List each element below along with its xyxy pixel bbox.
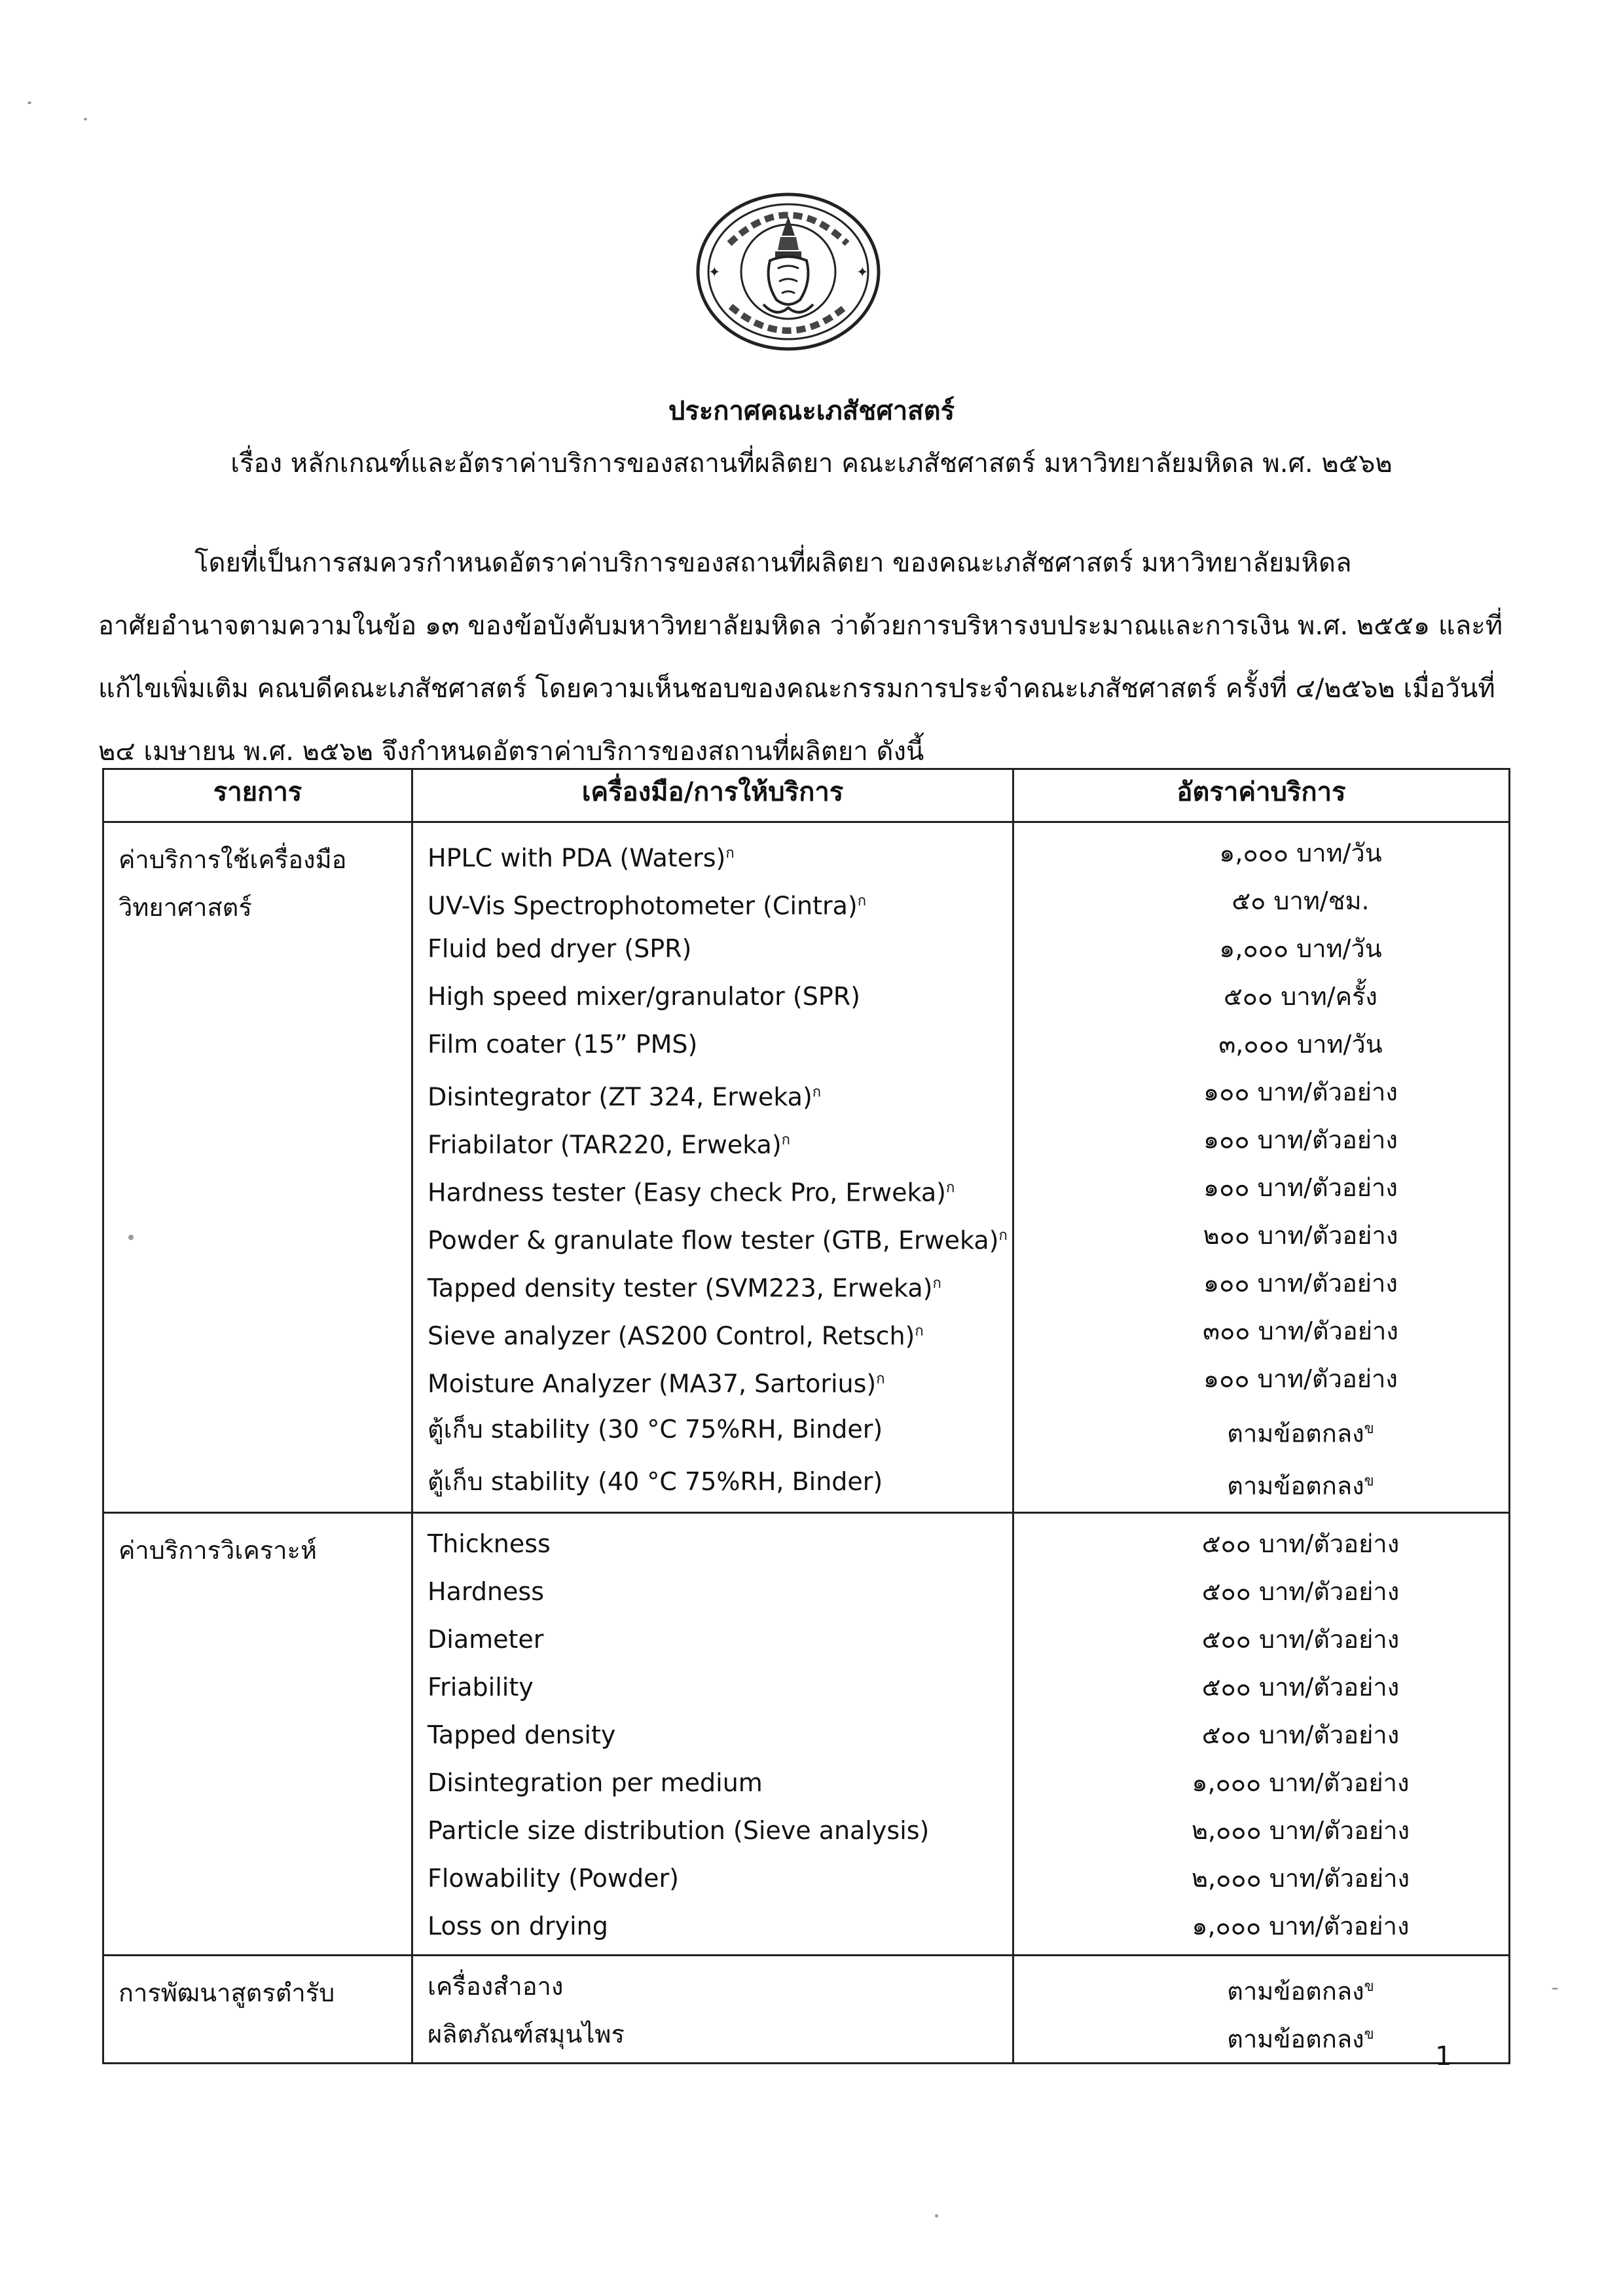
service-name: Hardness tester (Easy check Pro, Erweka) — [428, 1178, 946, 1207]
scan-speck — [935, 2214, 938, 2217]
service-name: ตู้เก็บ stability (40 °C 75%RH, Binder) — [428, 1467, 883, 1496]
service-rate — [1014, 1212, 1508, 1260]
service-rate — [1014, 1903, 1508, 1950]
service-name: เครื่องสำอาง — [428, 1972, 564, 2001]
service-item — [413, 829, 1012, 877]
service-name: Moisture Analyzer (MA37, Sartorius) — [428, 1369, 877, 1398]
service-name: Hardness — [428, 1577, 544, 1606]
rate-table — [102, 768, 1510, 2064]
rate-value: ๑,๐๐๐ บาท/ตัวอย่าง — [1192, 1912, 1410, 1941]
service-name: Flowability (Powder) — [428, 1864, 679, 1893]
service-item — [413, 1664, 1012, 1711]
service-item — [413, 1855, 1012, 1903]
category-cell — [103, 1513, 412, 1956]
service-rate — [1014, 1260, 1508, 1307]
service-rate — [1014, 1355, 1508, 1403]
rate-value: ๕๐๐ บาท/ตัวอย่าง — [1201, 1673, 1400, 1702]
service-cell — [412, 1956, 1013, 2064]
category-label: การพัฒนาสูตรตำรับ — [119, 1978, 335, 2007]
service-item — [413, 2011, 1012, 2058]
service-item — [413, 877, 1012, 925]
rate-value: ๑๐๐ บาท/ตัวอย่าง — [1203, 1125, 1398, 1154]
service-name: Film coater (15” PMS) — [428, 1030, 698, 1059]
category-cell — [103, 1956, 412, 2064]
service-item — [413, 973, 1012, 1021]
service-rate — [1014, 829, 1508, 877]
footnote-marker: ก — [945, 1180, 955, 1196]
service-name: Powder & granulate flow tester (GTB, Erweka) — [428, 1226, 999, 1255]
rate-value: ๕๐๐ บาท/ตัวอย่าง — [1201, 1625, 1400, 1654]
rate-value: ๑,๐๐๐ บาท/วัน — [1219, 839, 1382, 867]
rate-value: ๑๐๐ บาท/ตัวอย่าง — [1203, 1173, 1398, 1202]
service-rate — [1014, 1664, 1508, 1711]
rate-value: ๓,๐๐๐ บาท/วัน — [1218, 1030, 1383, 1059]
service-name: Sieve analyzer (AS200 Control, Retsch) — [428, 1321, 915, 1351]
service-rate — [1014, 1403, 1508, 1455]
service-name: HPLC with PDA (Waters) — [428, 843, 726, 873]
service-name: Tapped density tester (SVM223, Erweka) — [428, 1273, 933, 1303]
service-rate — [1014, 1520, 1508, 1568]
rate-cell — [1013, 1513, 1510, 1956]
service-item — [413, 1116, 1012, 1164]
service-cell — [412, 822, 1013, 1513]
rate-value: ๑๐๐ บาท/ตัวอย่าง — [1203, 1078, 1398, 1106]
service-name: Diameter — [428, 1625, 544, 1654]
preamble-line: อาศัยอำนาจตามความในข้อ ๑๓ ของข้อบังคับมหาวิทยาลัยมหิดล ว่าด้วยการบริหารงบประมาณและการเงิน พ.ศ. ๒๕๕๑ และที่ — [98, 611, 1503, 641]
service-item — [413, 1963, 1012, 2011]
service-name: Particle size distribution (Sieve analysis) — [428, 1816, 930, 1845]
service-name: Loss on drying — [428, 1912, 608, 1941]
rate-value: ๕๐๐ บาท/ตัวอย่าง — [1201, 1721, 1400, 1749]
rate-value: ตามข้อตกลง — [1227, 2024, 1364, 2054]
rate-value: ๒,๐๐๐ บาท/ตัวอย่าง — [1191, 1816, 1410, 1845]
rate-value: ๑๐๐ บาท/ตัวอย่าง — [1203, 1269, 1398, 1298]
footnote-marker: ก — [932, 1275, 941, 1292]
table-row — [103, 822, 1510, 1513]
service-item — [413, 1568, 1012, 1616]
column-header: รายการ — [103, 769, 412, 822]
rate-value: ๒,๐๐๐ บาท/ตัวอย่าง — [1191, 1864, 1410, 1893]
service-rate — [1014, 2011, 1508, 2058]
service-item — [413, 1520, 1012, 1568]
footnote-marker: ข — [1364, 1978, 1374, 1995]
service-rate — [1014, 1021, 1508, 1068]
announcement-subtitle: เรื่อง หลักเกณฑ์และอัตราค่าบริการของสถานที่ผลิตยา คณะเภสัชศาสตร์ มหาวิทยาลัยมหิดล พ.ศ. ๒๕๖๒ — [230, 448, 1393, 479]
table-row — [103, 1956, 1510, 2064]
service-item — [413, 1021, 1012, 1068]
service-name: Friability — [428, 1673, 534, 1702]
scan-speck — [84, 118, 87, 120]
service-name: ผลิตภัณฑ์สมุนไพร — [428, 2020, 625, 2049]
university-seal-logo — [690, 190, 886, 354]
service-item — [413, 1355, 1012, 1403]
announcement-title: ประกาศคณะเภสัชศาสตร์ — [668, 396, 955, 426]
footnote-marker: ข — [1364, 1421, 1374, 1437]
service-name: Disintegrator (ZT 324, Erweka) — [428, 1082, 812, 1112]
service-rate — [1014, 1616, 1508, 1664]
rate-value: ๕๐๐ บาท/ตัวอย่าง — [1201, 1577, 1400, 1606]
footnote-marker: ก — [857, 893, 867, 909]
service-item — [413, 1711, 1012, 1759]
category-label: ค่าบริการใช้เครื่องมือ — [119, 845, 347, 874]
service-item — [413, 1616, 1012, 1664]
service-rate — [1014, 1068, 1508, 1116]
svg-text:✦: ✦ — [708, 264, 721, 281]
rate-value: ๕๐๐ บาท/ตัวอย่าง — [1201, 1529, 1400, 1558]
preamble-line: ๒๔ เมษายน พ.ศ. ๒๕๖๒ จึงกำหนดอัตราค่าบริการของสถานที่ผลิตยา ดังนี้ — [98, 737, 924, 767]
rate-value: ตามข้อตกลง — [1227, 1419, 1364, 1448]
rate-value: ตามข้อตกลง — [1227, 1471, 1364, 1501]
page-number: 1 — [1435, 2041, 1452, 2071]
service-item — [413, 1807, 1012, 1855]
category-cell — [103, 822, 412, 1513]
service-name: Fluid bed dryer (SPR) — [428, 934, 692, 963]
footnote-marker: ก — [998, 1228, 1008, 1244]
rate-value: ๕๐๐ บาท/ครั้ง — [1224, 982, 1377, 1011]
rate-value: ๒๐๐ บาท/ตัวอย่าง — [1203, 1221, 1398, 1250]
service-rate — [1014, 877, 1508, 925]
footnote-marker: ก — [915, 1323, 924, 1339]
service-rate — [1014, 1116, 1508, 1164]
service-item — [413, 1164, 1012, 1212]
category-label: วิทยาศาสตร์ — [119, 893, 252, 922]
service-item — [413, 1260, 1012, 1307]
service-rate — [1014, 973, 1508, 1021]
rate-value: ๕๐ บาท/ชม. — [1231, 886, 1370, 915]
service-rate — [1014, 1759, 1508, 1807]
svg-text:✦: ✦ — [856, 264, 869, 281]
service-item — [413, 1403, 1012, 1455]
service-name: UV-Vis Spectrophotometer (Cintra) — [428, 891, 858, 920]
service-rate — [1014, 925, 1508, 973]
service-rate — [1014, 1568, 1508, 1616]
table-body — [103, 822, 1510, 2064]
footnote-marker: ก — [725, 845, 735, 862]
service-rate — [1014, 1164, 1508, 1212]
scan-speck — [1552, 1988, 1558, 1990]
service-rate — [1014, 1455, 1508, 1508]
service-item — [413, 1307, 1012, 1355]
rate-value: ๑,๐๐๐ บาท/วัน — [1219, 934, 1382, 963]
footnote-marker: ข — [1364, 1473, 1374, 1489]
service-rate — [1014, 1307, 1508, 1355]
service-name: High speed mixer/granulator (SPR) — [428, 982, 860, 1011]
service-item — [413, 1068, 1012, 1116]
service-name: Thickness — [428, 1529, 551, 1558]
footnote-marker: ข — [1364, 2026, 1374, 2043]
category-label: ค่าบริการวิเคราะห์ — [119, 1536, 317, 1565]
scan-speck — [27, 101, 31, 104]
footnote-marker: ก — [812, 1084, 822, 1101]
service-rate — [1014, 1963, 1508, 2011]
service-rate — [1014, 1807, 1508, 1855]
service-item — [413, 1759, 1012, 1807]
footnote-marker: ก — [781, 1132, 790, 1148]
column-header: เครื่องมือ/การให้บริการ — [412, 769, 1013, 822]
service-rate — [1014, 1855, 1508, 1903]
column-header: อัตราค่าบริการ — [1013, 769, 1510, 822]
rate-value: ๓๐๐ บาท/ตัวอย่าง — [1203, 1317, 1398, 1345]
service-name: Tapped density — [428, 1721, 616, 1749]
footnote-marker: ก — [876, 1371, 885, 1387]
service-name: ตู้เก็บ stability (30 °C 75%RH, Binder) — [428, 1415, 883, 1444]
service-name: Disintegration per medium — [428, 1768, 763, 1797]
service-item — [413, 1903, 1012, 1950]
table-header-row — [103, 769, 1510, 822]
rate-cell — [1013, 822, 1510, 1513]
service-item — [413, 1212, 1012, 1260]
preamble-line: โดยที่เป็นการสมควรกำหนดอัตราค่าบริการของสถานที่ผลิตยา ของคณะเภสัชศาสตร์ มหาวิทยาลัยมหิดล — [194, 548, 1352, 578]
rate-value: ตามข้อตกลง — [1227, 1977, 1364, 2006]
scan-speck — [128, 1235, 134, 1240]
service-item — [413, 1455, 1012, 1508]
rate-value: ๑๐๐ บาท/ตัวอย่าง — [1203, 1364, 1398, 1393]
service-cell — [412, 1513, 1013, 1956]
preamble-line: แก้ไขเพิ่มเติม คณบดีคณะเภสัชศาสตร์ โดยความเห็นชอบของคณะกรรมการประจำคณะเภสัชศาสตร์ ครั้งที่ ๔/๒๕๖๒ เมื่อวันที่ — [98, 674, 1495, 704]
service-rate — [1014, 1711, 1508, 1759]
service-name: Friabilator (TAR220, Erweka) — [428, 1130, 782, 1159]
service-item — [413, 925, 1012, 973]
preamble — [98, 532, 1525, 783]
table-row — [103, 1513, 1510, 1956]
rate-value: ๑,๐๐๐ บาท/ตัวอย่าง — [1192, 1768, 1410, 1797]
